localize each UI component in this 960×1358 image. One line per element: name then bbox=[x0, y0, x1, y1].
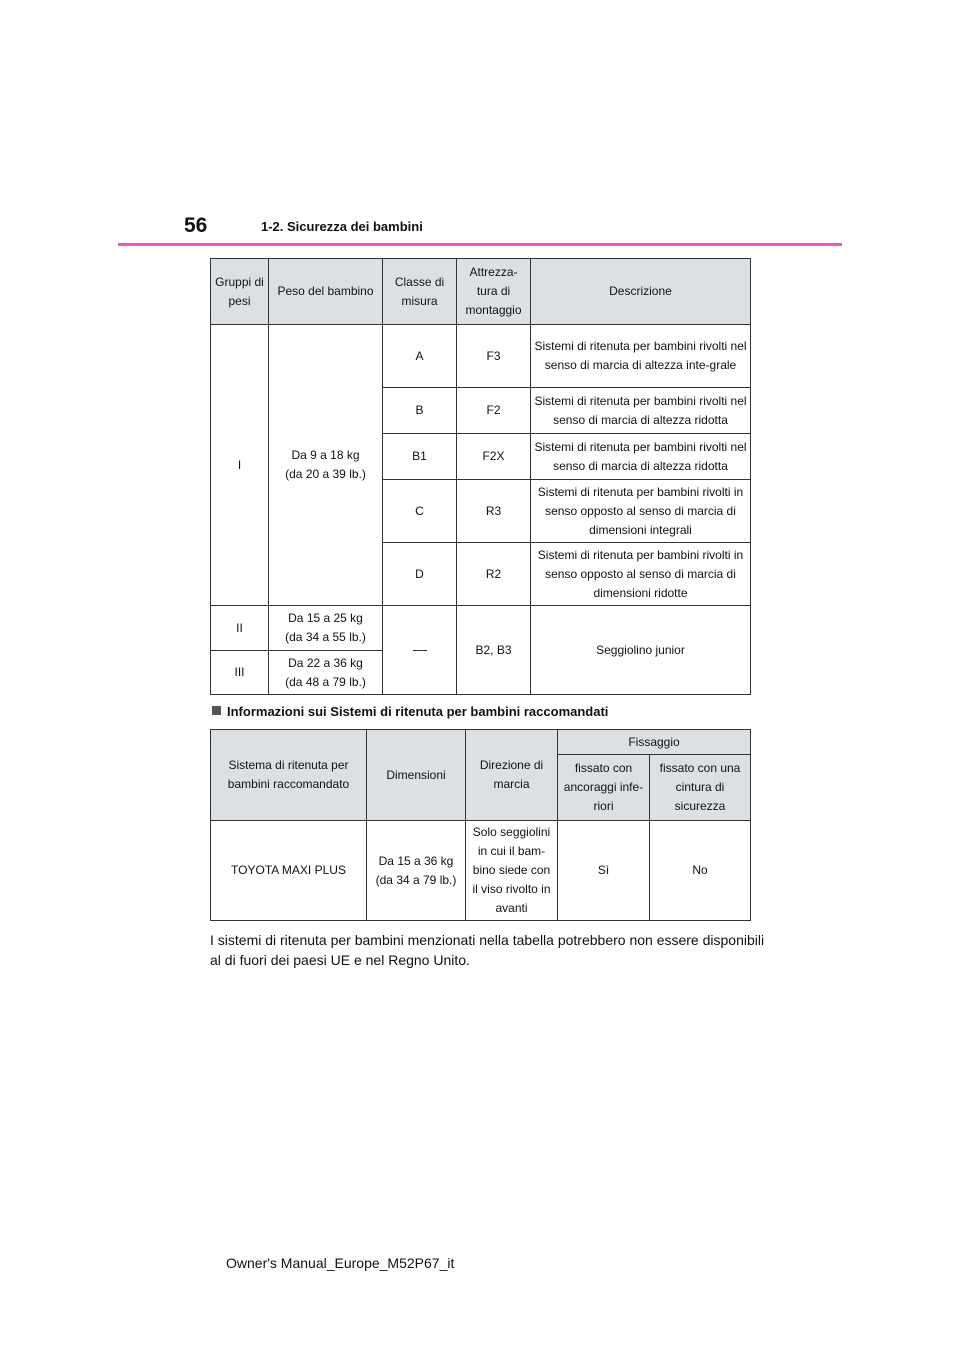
header-fissaggio-cintura: fissato con una cintura di sicurezza bbox=[650, 755, 751, 821]
section-title: 1-2. Sicurezza dei bambini bbox=[261, 219, 423, 234]
dimensioni-lb: (da 34 a 79 lb.) bbox=[375, 872, 457, 887]
table-row bbox=[211, 821, 751, 921]
header-fissaggio: Fissaggio bbox=[558, 730, 751, 755]
fissaggio-cintura-cell: No bbox=[650, 821, 751, 921]
header-peso: Peso del bambino bbox=[269, 259, 383, 325]
group-iii-cell: III bbox=[211, 651, 269, 695]
header-rule bbox=[118, 243, 842, 246]
weight-lb: (da 34 a 55 lb.) bbox=[285, 630, 366, 644]
weight-lb: (da 48 a 79 lb.) bbox=[285, 674, 366, 689]
header-direzione: Direzione di marcia bbox=[466, 730, 558, 821]
header-fissaggio-ancoraggi: fissato con ancoraggi infe-riori bbox=[558, 755, 650, 821]
square-bullet-icon bbox=[212, 706, 221, 715]
descrizione-cell: Sistemi di ritenuta per bambini rivolti nel senso di marcia di altezza ridotta bbox=[531, 434, 751, 480]
group-i-cell: I bbox=[211, 325, 269, 606]
dash-mark bbox=[413, 650, 427, 651]
classe-cell: C bbox=[383, 480, 457, 543]
table-header-row bbox=[211, 259, 751, 325]
weight-kg: Da 22 a 36 kg bbox=[288, 655, 363, 670]
descrizione-cell: Sistemi di ritenuta per bambini rivolti nel senso di marcia di altezza inte-grale bbox=[531, 325, 751, 388]
header-dimensioni: Dimensioni bbox=[367, 730, 466, 821]
weight-kg: Da 9 a 18 kg bbox=[291, 448, 360, 462]
dimensioni-kg: Da 15 a 36 kg bbox=[378, 853, 454, 868]
classe-dash-cell bbox=[383, 606, 457, 695]
availability-note: I sistemi di ritenuta per bambini menzionati nella tabella potrebbero non essere disponibili al di fuori dei paesi UE e nel Regno Unito. bbox=[210, 932, 765, 968]
attrezzatura-cell: F3 bbox=[457, 325, 531, 388]
classe-cell: A bbox=[383, 325, 457, 388]
header-descrizione: Descrizione bbox=[531, 259, 751, 325]
classe-cell: D bbox=[383, 543, 457, 606]
weight-kg: Da 15 a 25 kg bbox=[288, 611, 363, 625]
attrezzatura-cell: R2 bbox=[457, 543, 531, 606]
header-attrezzatura: Attrezza-tura di montaggio bbox=[457, 259, 531, 325]
footer-text: Owner's Manual_Europe_M52P67_it bbox=[226, 1255, 455, 1271]
attrezzatura-cell: R3 bbox=[457, 480, 531, 543]
header-classe: Classe di misura bbox=[383, 259, 457, 325]
descrizione-cell: Seggiolino junior bbox=[531, 606, 751, 695]
group-ii-cell: II bbox=[211, 606, 269, 651]
fissaggio-ancoraggi-cell: Sì bbox=[558, 821, 650, 921]
page-number: 56 bbox=[184, 214, 208, 237]
header-sistema: Sistema di ritenuta per bambini raccomandato bbox=[211, 730, 367, 821]
group-i-weight bbox=[269, 325, 383, 606]
direzione-cell: Solo seggiolini in cui il bam-bino siede con il viso rivolto in avanti bbox=[466, 821, 558, 921]
header-gruppi: Gruppi di pesi bbox=[211, 259, 269, 325]
attrezzatura-cell: F2X bbox=[457, 434, 531, 480]
group-ii-weight bbox=[269, 606, 383, 651]
descrizione-cell: Sistemi di ritenuta per bambini rivolti in senso opposto al senso di marcia di dimensioni integrali bbox=[531, 480, 751, 543]
sistema-cell: TOYOTA MAXI PLUS bbox=[211, 821, 367, 921]
subheading-text: Informazioni sui Sistemi di ritenuta per bambini raccomandati bbox=[227, 704, 609, 719]
attrezzatura-cell: B2, B3 bbox=[457, 606, 531, 695]
table-header-row bbox=[211, 730, 751, 755]
weight-group-table bbox=[210, 258, 751, 695]
weight-lb: (da 20 a 39 lb.) bbox=[285, 467, 366, 481]
descrizione-cell: Sistemi di ritenuta per bambini rivolti nel senso di marcia di altezza ridotta bbox=[531, 388, 751, 434]
dimensioni-cell bbox=[367, 821, 466, 921]
descrizione-cell: Sistemi di ritenuta per bambini rivolti in senso opposto al senso di marcia di dimensioni ridotte bbox=[531, 543, 751, 606]
recommended-systems-table bbox=[210, 729, 751, 921]
table-row bbox=[211, 325, 751, 388]
subheading bbox=[212, 703, 608, 721]
table-row bbox=[211, 606, 751, 651]
group-iii-weight bbox=[269, 651, 383, 695]
attrezzatura-cell: F2 bbox=[457, 388, 531, 434]
classe-cell: B bbox=[383, 388, 457, 434]
classe-cell: B1 bbox=[383, 434, 457, 480]
